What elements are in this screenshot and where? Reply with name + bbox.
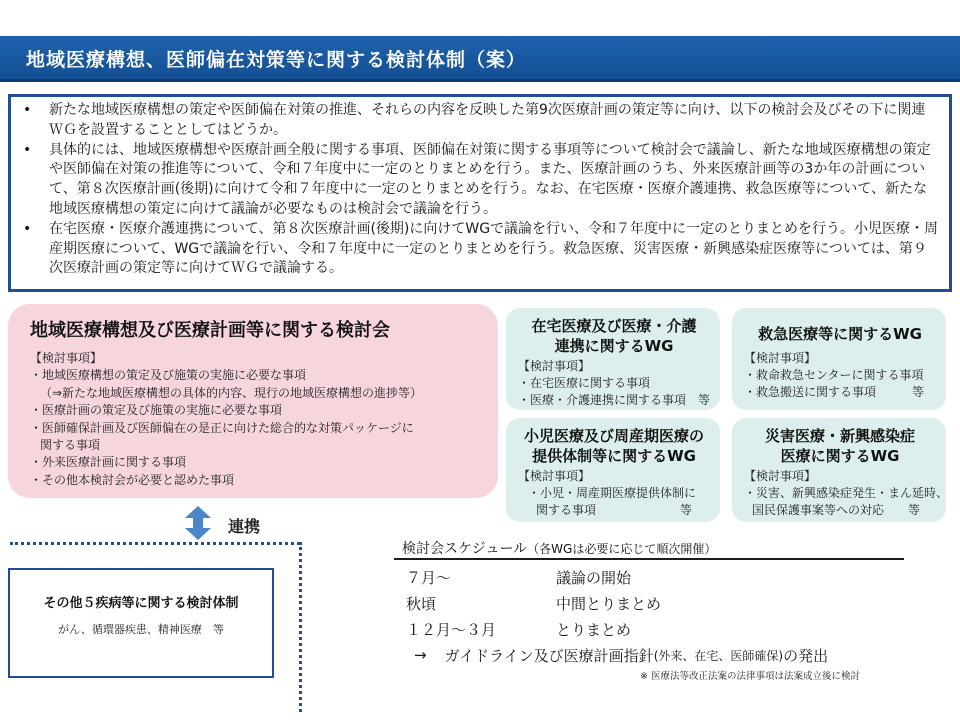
wg-title-line: 救急医療等に関するWG (758, 325, 922, 343)
wg-item: ・小児・周産期医療提供体制に (528, 486, 697, 500)
wg-title-line: 小児医療及び周産期医療の (523, 427, 704, 445)
schedule-final-main: ガイドライン及び医療計画指針 (444, 646, 654, 665)
schedule-heading-note: （各WGは必要に応じて順次開催） (527, 542, 717, 556)
wg-title (744, 426, 936, 466)
wg-title-line: 在宅医療及び医療・介護 (531, 317, 697, 335)
bullet-marker: • (23, 220, 32, 237)
wg-item: ・医療・介護連携に関する事項 等 (518, 392, 711, 407)
schedule-when: １２月～３月 (406, 620, 497, 639)
schedule-final-tail: の発出 (783, 646, 829, 665)
schedule-heading (394, 538, 934, 556)
other-system-box (8, 568, 274, 678)
schedule-final-note: (外来、在宅、医師確保) (653, 648, 784, 663)
intro-bullet (23, 220, 939, 279)
committee-item: （⇒新たな地域医療構想の具体的内容、現行の地域医療構想の進捗等） (40, 385, 423, 400)
wg-title-line: 提供体制等に関するWG (532, 447, 696, 465)
committee-heading: 【検討事項】 (30, 351, 103, 365)
committee-item: ・医師確保計画及び医師偏在の是正に向けた総合的な対策パッケージに (30, 420, 414, 435)
bullet-marker: • (23, 102, 32, 118)
main-committee-items (30, 350, 482, 489)
wg-item: ・救急搬送に関する事項 等 (744, 384, 925, 399)
schedule-heading-text: 検討会スケジュール (402, 541, 528, 557)
wg-heading: 【検討事項】 (744, 469, 817, 483)
schedule-row (394, 590, 934, 616)
committee-item: ・その他本検討会が必要と認めた事項 (30, 472, 235, 487)
wg-title-line: 連携に関するWG (554, 337, 674, 355)
wg-item: 国民保護事案等への対応 等 (752, 502, 921, 517)
schedule-when: 秋頃 (406, 594, 437, 613)
wg-title-line: 災害医療・新興感染症 (764, 427, 915, 445)
double-arrow-icon (184, 506, 212, 540)
wg-heading: 【検討事項】 (518, 469, 591, 483)
footnote: ※ 医療法等改正法案の法律事項は法案成立後に検討 (640, 671, 860, 682)
dotted-divider (10, 542, 300, 545)
schedule-when: ７月～ (406, 568, 452, 587)
dotted-divider-vertical (299, 542, 302, 712)
wg-title (744, 324, 936, 344)
committee-item: ・医療計画の策定及び施策の実施に必要な事項 (30, 403, 283, 418)
bullet-text: 新たな地域医療構想の策定や医師偏在対策の推進、それらの内容を反映した第9次医療計画の策定等に向け、以下の検討会及びその下に関連ＷＧを設置することとしてはどうか。 (49, 102, 926, 138)
schedule-what: 中間とりまとめ (556, 594, 662, 613)
schedule-what: 議論の開始 (556, 568, 632, 587)
schedule (394, 538, 934, 668)
wg-title-line: 医療に関するWG (780, 447, 900, 465)
wg-box-disaster (732, 418, 949, 522)
intro-bullet (23, 101, 939, 141)
wg-item: ・在宅医療に関する事項 (518, 376, 651, 390)
arrow-right-icon: → (414, 646, 427, 664)
other-system-title: その他５疾病等に関する検討体制 (43, 596, 239, 611)
wg-box-home-care (506, 308, 720, 410)
schedule-row (394, 564, 934, 590)
wg-box-emergency (732, 308, 946, 410)
schedule-final (394, 642, 934, 668)
wg-heading: 【検討事項】 (744, 351, 817, 365)
bullet-marker: • (23, 141, 32, 158)
title-bar (0, 0, 960, 84)
committee-item: ・地域医療構想の策定及び施策の実施に必要な事項 (30, 368, 307, 383)
wg-item: ・救命救急センターに関する事項 (744, 368, 924, 382)
bullet-text: 在宅医療・医療介護連携について、第８次医療計画(後期)に向けてWGで議論を行い、令和７年度中に一定のとりまとめを行う。小児医療・周産期医療について、WGで議論を行い、令和７年度中に一定のとりまとめを行う。救急医療、災害医療・新興感染症医療等については、第９次医療計画の策定等に向けてＷＧで議論する。 (49, 220, 939, 277)
schedule-what: とりまとめ (556, 620, 632, 639)
other-system-desc: がん、循環器疾患、精神医療 等 (58, 623, 224, 636)
main-committee-title: 地域医療構想及び医療計画等に関する検討会 (30, 320, 390, 341)
intro-bullet (23, 141, 939, 220)
wg-title (518, 316, 710, 356)
wg-item: 関する事項 等 (536, 502, 693, 517)
link-label: 連携 (228, 517, 261, 536)
schedule-row (394, 616, 934, 642)
wg-box-pediatric (506, 418, 720, 522)
wg-item: ・災害、新興感染症発生・まん延時、 (744, 486, 949, 500)
bullet-text: 具体的には、地域医療構想や医療計画全般に関する事項、医師偏在対策に関する事項等について検討会で議論し、新たな地域医療構想の策定や医師偏在対策の推進等について、令和７年度中に一定のとりまとめを行う。また、医療計画のうち、外来医療計画等の3か年の計画について、第８次医療計画(後期)に向けて令和７年度中に一定のとりまとめを行う。なお、在宅医療・医療介護連携、救急医療等について、新たな地域医療構想の策定に向けて議論が必要なものは検討会で議論を行う。 (49, 141, 931, 217)
intro-box (8, 94, 952, 292)
wg-title (518, 426, 710, 466)
committee-item: ・外来医療計画に関する事項 (30, 455, 187, 470)
wg-heading: 【検討事項】 (518, 359, 591, 373)
schedule-rule (394, 558, 904, 560)
main-committee-box (8, 304, 498, 498)
page-title: 地域医療構想、医師偏在対策等に関する検討体制（案） (26, 49, 527, 71)
committee-item: 関する事項 (40, 438, 101, 453)
